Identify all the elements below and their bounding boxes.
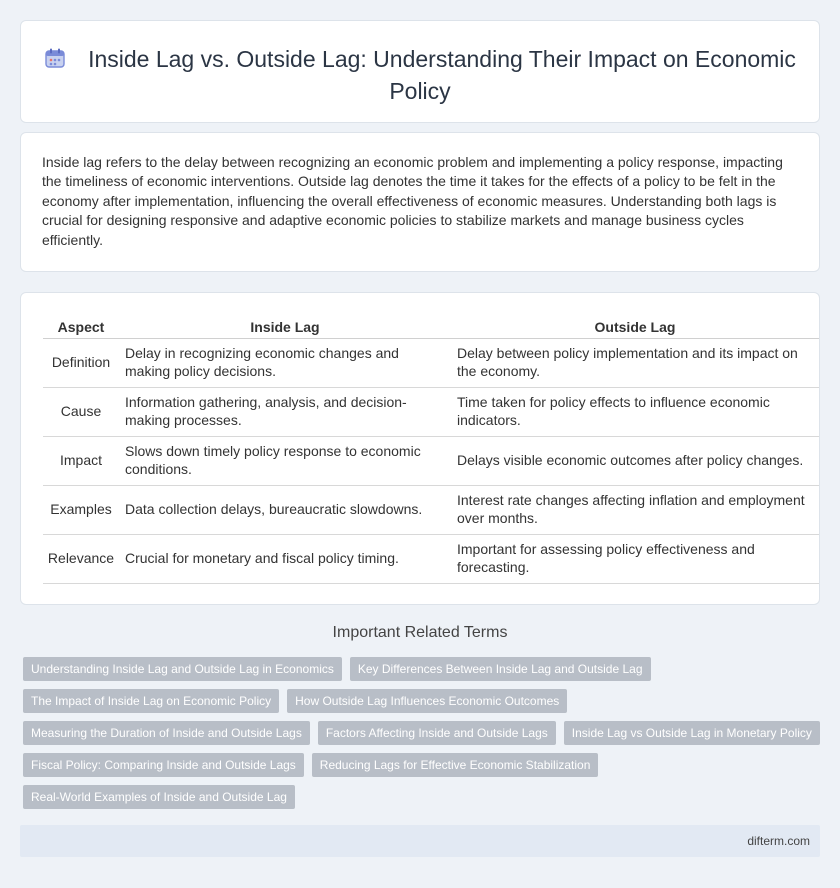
cell-aspect: Impact <box>43 436 119 485</box>
comparison-card <box>20 292 820 605</box>
related-term-tag[interactable]: Key Differences Between Inside Lag and Outside Lag <box>350 657 651 681</box>
related-term-tag[interactable]: Factors Affecting Inside and Outside Lags <box>318 721 556 745</box>
cell-outside: Interest rate changes affecting inflation and employment over months. <box>451 485 819 534</box>
related-term-tag[interactable]: Real-World Examples of Inside and Outside Lag <box>23 785 295 809</box>
related-terms-heading: Important Related Terms <box>332 624 508 641</box>
table-row <box>43 436 819 485</box>
related-terms-list <box>23 657 823 809</box>
related-term-tag[interactable]: Inside Lag vs Outside Lag in Monetary Policy <box>564 721 820 745</box>
table-row <box>43 338 819 387</box>
cell-aspect: Relevance <box>43 534 119 583</box>
cell-aspect: Examples <box>43 485 119 534</box>
table-row <box>43 485 819 534</box>
related-term-tag[interactable]: Understanding Inside Lag and Outside Lag in Economics <box>23 657 342 681</box>
cell-outside: Delay between policy implementation and its impact on the economy. <box>451 338 819 387</box>
comparison-table <box>43 314 819 584</box>
title-card <box>20 20 820 123</box>
intro-paragraph: Inside lag refers to the delay between recognizing an economic problem and implementing a policy response, impacting the timeliness of economic interventions. Outside lag denotes the time it takes for the effects of a policy to be felt in the economy after implementation, influencing the overall effectiveness of economic measures. Understanding both lags is crucial for designing responsive and adaptive economic policies to stabilize markets and manage business cycles efficiently. <box>42 154 783 248</box>
cell-inside: Slows down timely policy response to economic conditions. <box>119 436 451 485</box>
footer-site-link[interactable]: difterm.com <box>747 834 810 848</box>
cell-outside: Important for assessing policy effectiveness and forecasting. <box>451 534 819 583</box>
page-title <box>21 43 819 107</box>
table-header-row <box>43 314 819 338</box>
related-term-tag[interactable]: Measuring the Duration of Inside and Outside Lags <box>23 721 310 745</box>
cell-aspect: Definition <box>43 338 119 387</box>
cell-outside: Delays visible economic outcomes after policy changes. <box>451 436 819 485</box>
table-row <box>43 387 819 436</box>
footer <box>20 825 820 857</box>
page-title-text: Inside Lag vs. Outside Lag: Understanding Their Impact on Economic Policy <box>88 46 796 104</box>
header-inside-lag: Inside Lag <box>119 314 451 338</box>
cell-inside: Crucial for monetary and fiscal policy timing. <box>119 534 451 583</box>
cell-inside: Data collection delays, bureaucratic slowdowns. <box>119 485 451 534</box>
related-term-tag[interactable]: Fiscal Policy: Comparing Inside and Outside Lags <box>23 753 304 777</box>
related-term-tag[interactable]: How Outside Lag Influences Economic Outcomes <box>287 689 567 713</box>
header-aspect: Aspect <box>43 314 119 338</box>
cell-aspect: Cause <box>43 387 119 436</box>
calendar-icon <box>44 47 66 69</box>
related-term-tag[interactable]: Reducing Lags for Effective Economic Stabilization <box>312 753 599 777</box>
table-row <box>43 534 819 583</box>
cell-inside: Information gathering, analysis, and decision-making processes. <box>119 387 451 436</box>
cell-outside: Time taken for policy effects to influence economic indicators. <box>451 387 819 436</box>
cell-inside: Delay in recognizing economic changes and making policy decisions. <box>119 338 451 387</box>
header-outside-lag: Outside Lag <box>451 314 819 338</box>
related-term-tag[interactable]: The Impact of Inside Lag on Economic Policy <box>23 689 279 713</box>
intro-card <box>20 132 820 272</box>
